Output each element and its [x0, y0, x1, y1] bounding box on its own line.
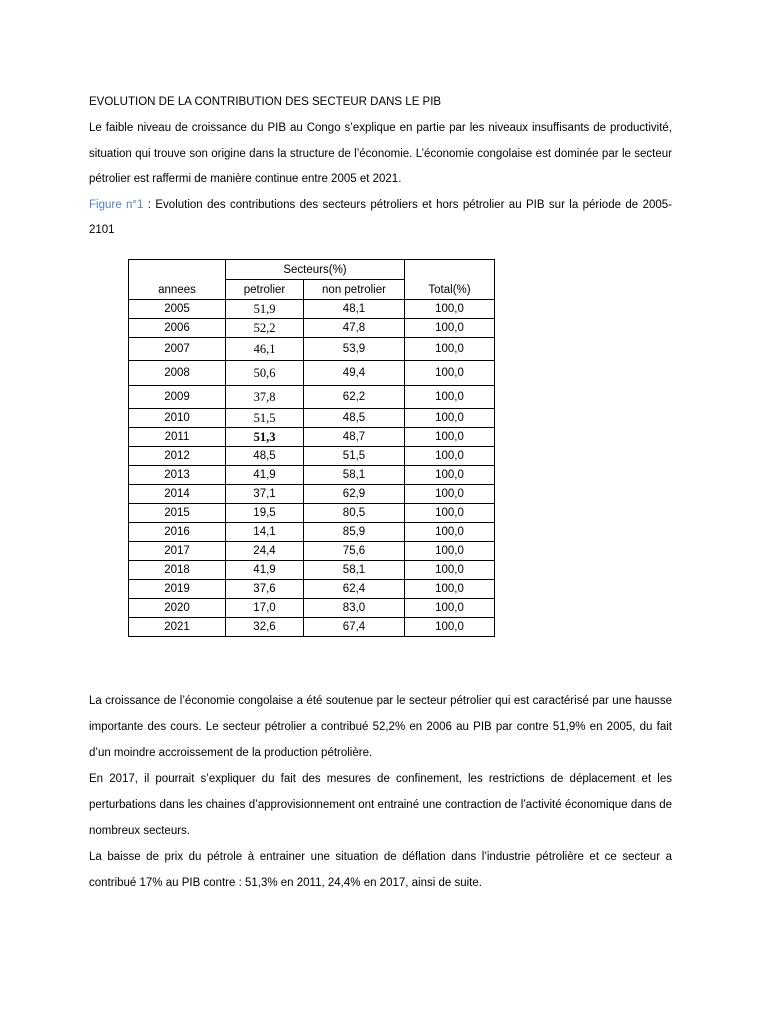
total-cell: 100,0: [405, 447, 495, 466]
table-row: [129, 361, 495, 386]
analysis-section: [89, 688, 672, 896]
non-petrolier-cell: 49,4: [304, 361, 405, 386]
non-petrolier-cell: 48,5: [304, 409, 405, 428]
table-row: [129, 561, 495, 580]
header-non-petrolier: non petrolier: [304, 280, 405, 300]
petrolier-cell: 14,1: [226, 523, 304, 542]
total-cell: 100,0: [405, 599, 495, 618]
figure-caption-text: : Evolution des contributions des secteurs pétroliers et hors pétrolier au PIB sur la période de 2005-2101: [89, 198, 672, 236]
table-row: [129, 386, 495, 409]
petrolier-cell: 37,8: [226, 386, 304, 409]
non-petrolier-cell: 62,4: [304, 580, 405, 599]
petrolier-cell: 50,6: [226, 361, 304, 386]
year-cell: 2016: [129, 523, 226, 542]
petrolier-cell: 19,5: [226, 504, 304, 523]
year-cell: 2007: [129, 338, 226, 361]
table-row: [129, 485, 495, 504]
table-row: [129, 542, 495, 561]
table-row: [129, 466, 495, 485]
total-cell: 100,0: [405, 523, 495, 542]
year-cell: 2020: [129, 599, 226, 618]
table-header-row: [129, 260, 495, 280]
total-cell: 100,0: [405, 428, 495, 447]
non-petrolier-cell: 48,1: [304, 300, 405, 319]
non-petrolier-cell: 58,1: [304, 466, 405, 485]
year-cell: 2011: [129, 428, 226, 447]
non-petrolier-cell: 51,5: [304, 447, 405, 466]
total-cell: 100,0: [405, 361, 495, 386]
total-cell: 100,0: [405, 319, 495, 338]
table-row: [129, 428, 495, 447]
petrolier-cell: 32,6: [226, 618, 304, 637]
petrolier-cell: 37,6: [226, 580, 304, 599]
analysis-paragraph-1: La croissance de l’économie congolaise a été soutenue par le secteur pétrolier qui est caractérisé par une hausse importante des cours. Le secteur pétrolier a contribué 52,2% en 2006 au PIB par contre 51,9% en 2005, du fait d’un moindre accroissement de la production pétrolière.: [89, 695, 672, 759]
non-petrolier-cell: 67,4: [304, 618, 405, 637]
petrolier-cell: 41,9: [226, 561, 304, 580]
total-cell: 100,0: [405, 504, 495, 523]
total-cell: 100,0: [405, 300, 495, 319]
table-row: [129, 580, 495, 599]
year-cell: 2009: [129, 386, 226, 409]
petrolier-cell: 24,4: [226, 542, 304, 561]
table-row: [129, 523, 495, 542]
figure-caption: [89, 193, 672, 244]
year-cell: 2012: [129, 447, 226, 466]
total-cell: 100,0: [405, 338, 495, 361]
non-petrolier-cell: 83,0: [304, 599, 405, 618]
table-row: [129, 319, 495, 338]
petrolier-cell: 48,5: [226, 447, 304, 466]
total-cell: 100,0: [405, 485, 495, 504]
table-row: [129, 300, 495, 319]
petrolier-cell: 51,5: [226, 409, 304, 428]
year-cell: 2006: [129, 319, 226, 338]
year-cell: 2017: [129, 542, 226, 561]
year-cell: 2015: [129, 504, 226, 523]
petrolier-cell: 52,2: [226, 319, 304, 338]
petrolier-cell: 51,3: [226, 428, 304, 447]
non-petrolier-cell: 62,2: [304, 386, 405, 409]
total-cell: 100,0: [405, 466, 495, 485]
non-petrolier-cell: 80,5: [304, 504, 405, 523]
year-cell: 2019: [129, 580, 226, 599]
non-petrolier-cell: 47,8: [304, 319, 405, 338]
year-cell: 2008: [129, 361, 226, 386]
total-cell: 100,0: [405, 386, 495, 409]
year-cell: 2021: [129, 618, 226, 637]
table-row: [129, 618, 495, 637]
table-row: [129, 409, 495, 428]
total-cell: 100,0: [405, 561, 495, 580]
petrolier-cell: 46,1: [226, 338, 304, 361]
year-cell: 2005: [129, 300, 226, 319]
analysis-paragraph-2: En 2017, il pourrait s’expliquer du fait des mesures de confinement, les restrictions de déplacement et les perturbations dans les chaines d’approvisionnement ont entrainé une contraction de l’activité économique dans de nombreux secteurs.: [89, 773, 672, 837]
table-row: [129, 599, 495, 618]
petrolier-cell: 37,1: [226, 485, 304, 504]
total-cell: 100,0: [405, 618, 495, 637]
document-heading: EVOLUTION DE LA CONTRIBUTION DES SECTEUR DANS LE PIB: [89, 96, 442, 108]
year-cell: 2010: [129, 409, 226, 428]
year-cell: 2013: [129, 466, 226, 485]
header-total: Total(%): [405, 260, 495, 300]
analysis-paragraph-3: La baisse de prix du pétrole à entrainer une situation de déflation dans l’industrie pétrolière et ce secteur a contribué 17% au PIB contre : 51,3% en 2011, 24,4% en 2017, ainsi de suite.: [89, 851, 672, 889]
table-row: [129, 504, 495, 523]
year-cell: 2018: [129, 561, 226, 580]
sector-contribution-table: [128, 259, 495, 637]
non-petrolier-cell: 53,9: [304, 338, 405, 361]
total-cell: 100,0: [405, 580, 495, 599]
table-row: [129, 447, 495, 466]
non-petrolier-cell: 62,9: [304, 485, 405, 504]
non-petrolier-cell: 85,9: [304, 523, 405, 542]
petrolier-cell: 41,9: [226, 466, 304, 485]
petrolier-cell: 51,9: [226, 300, 304, 319]
total-cell: 100,0: [405, 542, 495, 561]
petrolier-cell: 17,0: [226, 599, 304, 618]
non-petrolier-cell: 48,7: [304, 428, 405, 447]
intro-paragraph: Le faible niveau de croissance du PIB au Congo s’explique en partie par les niveaux insuffisants de productivité, situation qui trouve son origine dans la structure de l’économie. L’économie congolaise est dominée par le secteur pétrolier est raffermi de manière continue entre 2005 et 2021.: [89, 122, 672, 185]
header-year: annees: [129, 260, 226, 300]
table-row: [129, 338, 495, 361]
year-cell: 2014: [129, 485, 226, 504]
header-petrolier: petrolier: [226, 280, 304, 300]
header-sectors: Secteurs(%): [226, 260, 405, 280]
non-petrolier-cell: 58,1: [304, 561, 405, 580]
figure-label: Figure n°1: [89, 198, 144, 211]
total-cell: 100,0: [405, 409, 495, 428]
non-petrolier-cell: 75,6: [304, 542, 405, 561]
document-body: [89, 94, 672, 244]
